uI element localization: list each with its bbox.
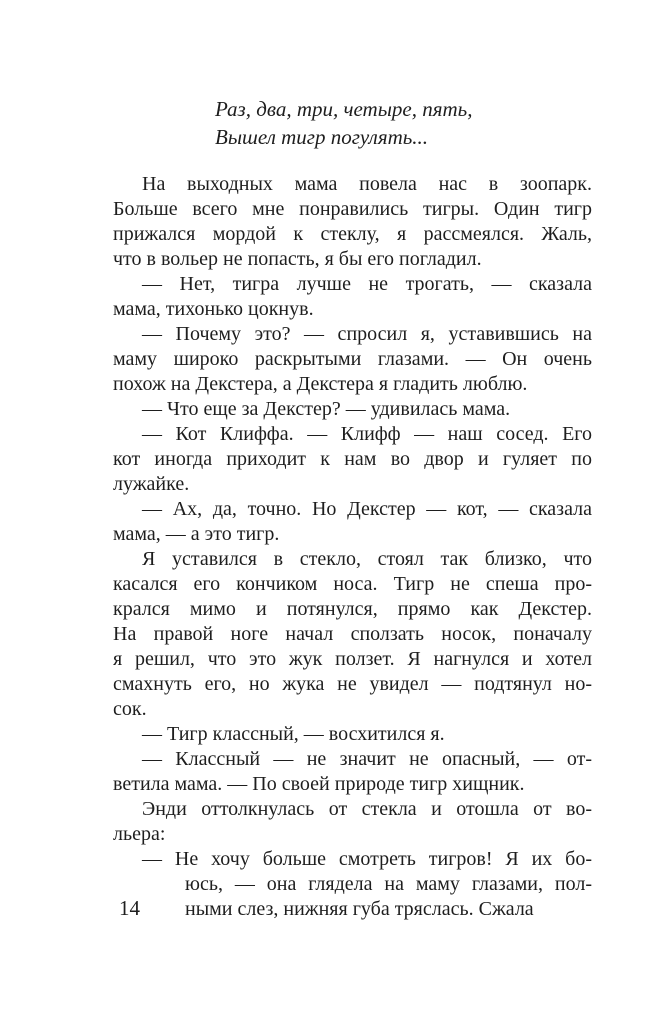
text-line: Энди оттолкнулась от стекла и отошла от во- [142, 798, 592, 820]
text-line: льера: [113, 823, 166, 845]
text-line: мама, тихонько цокнув. [113, 298, 314, 320]
text-line: похож на Декстера, а Декстера я гладить люблю. [113, 373, 528, 395]
text-line: маму широко раскрытыми глазами. — Он очень [113, 348, 592, 370]
story-text [113, 172, 592, 922]
text-line: ными слез, нижняя губа тряслась. Сжала [185, 898, 534, 920]
text-line: На выходных мама повела нас в зоопарк. [142, 173, 592, 195]
text-line: — Ах, да, точно. Но Декстер — кот, — сказала [142, 498, 592, 520]
text-line: Я уставился в стекло, стоял так близко, что [142, 548, 592, 570]
epigraph-line: Раз, два, три, четыре, пять, [215, 97, 473, 121]
text-line: кот иногда приходит к нам во двор и гуляет по [113, 448, 592, 470]
text-line: сок. [113, 698, 147, 720]
epigraph [215, 95, 473, 151]
text-line: касался его кончиком носа. Тигр не спеша про- [113, 573, 592, 595]
text-line: прижался мордой к стеклу, я рассмеялся. Жаль, [113, 223, 592, 245]
text-line: юсь, — она глядела на маму глазами, пол- [185, 873, 592, 895]
text-line: — Нет, тигра лучше не трогать, — сказала [142, 273, 592, 295]
text-line: лужайке. [113, 473, 190, 495]
text-line: ветила мама. — По своей природе тигр хищник. [113, 773, 525, 795]
text-line: Больше всего мне понравились тигры. Один тигр [113, 198, 592, 220]
page-number: 14 [119, 896, 140, 920]
text-line: смахнуть его, но жука не увидел — подтянул но- [113, 673, 592, 695]
text-line: мама, — а это тигр. [113, 523, 280, 545]
text-line: На правой ноге начал сползать носок, поначалу [113, 623, 592, 645]
text-line: — Не хочу больше смотреть тигров! Я их бо- [142, 848, 592, 870]
text-line: — Кот Клиффа. — Клифф — наш сосед. Его [142, 423, 592, 445]
text-line: — Классный — не значит не опасный, — от- [142, 748, 592, 770]
epigraph-line: Вышел тигр погулять... [215, 125, 429, 149]
text-line: — Что еще за Декстер? — удивилась мама. [142, 398, 511, 420]
text-line: — Тигр классный, — восхитился я. [142, 723, 445, 745]
text-line: я решил, что это жук ползет. Я нагнулся и хотел [113, 648, 592, 670]
text-line: что в вольер не попасть, я бы его погладил. [113, 248, 482, 270]
text-line: крался мимо и потянулся, прямо как Декстер. [113, 598, 592, 620]
text-line: — Почему это? — спросил я, уставившись на [142, 323, 592, 345]
